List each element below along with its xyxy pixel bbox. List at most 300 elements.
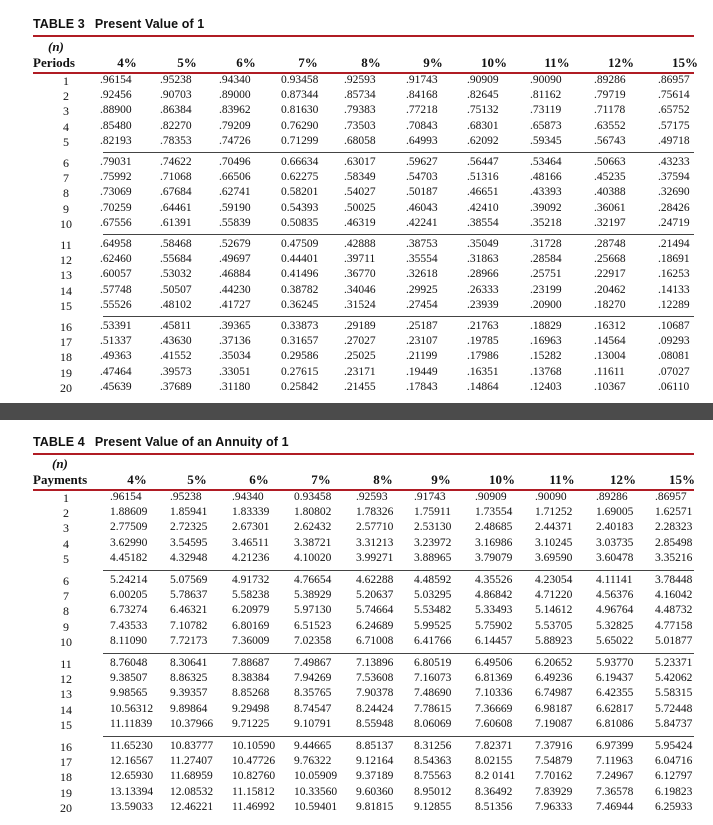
table-cell: 6.14457 <box>475 634 513 647</box>
table-cell: .82270 <box>160 119 192 132</box>
table-cell: 0.38782 <box>281 283 319 296</box>
table-cell: .25751 <box>530 268 562 281</box>
table-cell: .73119 <box>530 104 562 117</box>
table-cell: .25025 <box>344 350 376 363</box>
table-cell: 2.85498 <box>655 536 693 549</box>
table-cell: .68301 <box>467 119 499 132</box>
table-cell: 6.19823 <box>655 785 693 798</box>
table-cell: .57175 <box>658 119 690 132</box>
table-cell: 3.88965 <box>414 551 452 564</box>
table-cell: 0.33873 <box>281 320 319 332</box>
table-cell: 8.30641 <box>170 657 208 669</box>
table-cell: 4.45182 <box>110 551 148 564</box>
period-number: 2 <box>63 89 69 104</box>
table-cell: .90909 <box>475 491 507 503</box>
period-number: 2 <box>63 506 69 521</box>
table-cell: .34046 <box>344 283 376 296</box>
group-separator <box>103 152 694 153</box>
table-cell: .35218 <box>530 216 562 229</box>
column-header: 10% <box>481 55 507 70</box>
table-cell: .16351 <box>467 365 499 378</box>
table-cell: .64461 <box>160 201 192 214</box>
table-cell: 5.88923 <box>535 634 573 647</box>
table-cell: .88900 <box>100 104 132 117</box>
table-cell: .95238 <box>170 491 202 503</box>
table-cell: .84168 <box>406 89 438 102</box>
table-cell: 4.35526 <box>475 574 513 586</box>
table-cell: 1.85941 <box>170 506 208 519</box>
table-cell: 4.91732 <box>232 574 270 586</box>
table-cell: .86957 <box>658 74 690 86</box>
table-cell: 8.85137 <box>356 740 394 752</box>
table-cell: 7.96333 <box>535 800 573 813</box>
column-header: 9% <box>431 472 451 487</box>
table-3-present-value <box>0 0 713 395</box>
table-cell: .27027 <box>344 335 376 348</box>
period-number: 6 <box>63 574 69 588</box>
table-cell: .53464 <box>530 156 562 168</box>
period-number: 7 <box>63 589 69 604</box>
table-cell: .21763 <box>467 320 499 332</box>
table-cell: 7.43533 <box>110 619 148 632</box>
table-cell: 6.73274 <box>110 604 148 617</box>
table-cell: 0.36245 <box>281 298 319 311</box>
table-cell: 8.85268 <box>232 687 270 700</box>
table-cell: 5.84737 <box>655 717 693 730</box>
table-cell: .70843 <box>406 119 438 132</box>
table-cell: .56743 <box>594 134 626 147</box>
table-cell: .18829 <box>530 320 562 332</box>
table-number: TABLE 3 <box>33 17 85 31</box>
table-cell: .68058 <box>344 134 376 147</box>
table-cell: 0.76290 <box>281 119 319 132</box>
table-cell: .73503 <box>344 119 376 132</box>
period-number: 20 <box>60 800 72 815</box>
table-cell: .92456 <box>100 89 132 102</box>
table-cell: 6.80519 <box>414 657 452 669</box>
table-cell: 7.37916 <box>535 740 573 752</box>
table-cell: 8.31256 <box>414 740 452 752</box>
table-cell: 7.36009 <box>232 634 270 647</box>
table-cell: 11.68959 <box>170 770 213 783</box>
table-cell: .28426 <box>658 201 690 214</box>
table-cell: .43393 <box>530 186 562 199</box>
table-cell: 10.47726 <box>232 755 276 768</box>
table-cell: 6.00205 <box>110 589 148 602</box>
table-cell: 12.46221 <box>170 800 214 813</box>
table-cell: .28966 <box>467 268 499 281</box>
table-cell: .67684 <box>160 186 192 199</box>
table-cell: .20900 <box>530 298 562 311</box>
table-cell: .74726 <box>219 134 251 147</box>
table-cell: 4.76654 <box>294 574 332 586</box>
table-cell: .85734 <box>344 89 376 102</box>
table-cell: .75992 <box>100 171 132 184</box>
table-cell: 4.62288 <box>356 574 394 586</box>
table-cell: .91743 <box>406 74 438 86</box>
table-cell: 9.44665 <box>294 740 332 752</box>
table-cell: 6.81086 <box>596 717 634 730</box>
table-cell: 2.44371 <box>535 521 573 534</box>
table-cell: .31180 <box>219 380 251 393</box>
row-header: Periods <box>33 55 75 70</box>
table-cell: 8.51356 <box>475 800 513 813</box>
table-cell: 3.54595 <box>170 536 208 549</box>
table-cell: .50187 <box>406 186 438 199</box>
table-cell: .46884 <box>219 268 251 281</box>
table-cell: .11611 <box>594 365 625 378</box>
table-cell: .32197 <box>594 216 626 229</box>
table-cell: 6.80169 <box>232 619 270 632</box>
table-cell: 3.78448 <box>655 574 693 586</box>
table-cell: .07027 <box>658 365 690 378</box>
table-cell: .41727 <box>219 298 251 311</box>
table-cell: .29189 <box>344 320 376 332</box>
table-4-present-value-annuity <box>0 420 713 825</box>
table-cell: 0.81630 <box>281 104 319 117</box>
table-cell: 5.75902 <box>475 619 513 632</box>
table-cell: .75132 <box>467 104 499 117</box>
table-cell: .50663 <box>594 156 626 168</box>
table-cell: .96154 <box>100 74 132 86</box>
table-cell: 2.53130 <box>414 521 452 534</box>
table-cell: 8.74547 <box>294 702 332 715</box>
table-cell: 3.10245 <box>535 536 573 549</box>
table-title <box>33 17 204 31</box>
table-cell: 8.06069 <box>414 717 452 730</box>
column-header: 5% <box>187 472 207 487</box>
table-cell: 4.21236 <box>232 551 270 564</box>
period-number: 11 <box>60 238 72 252</box>
table-cell: 5.53482 <box>414 604 452 617</box>
table-cell: 6.81369 <box>475 672 513 685</box>
group-separator <box>103 234 694 235</box>
table-cell: 5.97130 <box>294 604 332 617</box>
table-cell: .45235 <box>594 171 626 184</box>
table-cell: .25187 <box>406 320 438 332</box>
table-cell: 1.80802 <box>294 506 332 519</box>
column-header: 4% <box>127 472 147 487</box>
table-cell: .17843 <box>406 380 438 393</box>
table-title <box>33 435 289 449</box>
group-separator <box>103 570 694 571</box>
table-cell: 9.10791 <box>294 717 332 730</box>
table-cell: 11.15812 <box>232 785 275 798</box>
table-cell: .35034 <box>219 350 251 363</box>
table-cell: 0.58201 <box>281 186 319 199</box>
period-number: 17 <box>60 755 72 770</box>
table-cell: .08081 <box>658 350 690 363</box>
table-cell: .85480 <box>100 119 132 132</box>
table-cell: 8.95012 <box>414 785 452 798</box>
table-cell: 1.75911 <box>414 506 451 519</box>
table-cell: 0.93458 <box>294 491 332 503</box>
table-cell: .55684 <box>160 253 192 266</box>
column-header: 15% <box>669 472 695 487</box>
table-cell: 8.54363 <box>414 755 452 768</box>
table-cell: 5.23371 <box>655 657 693 669</box>
table-cell: .39711 <box>344 253 376 266</box>
table-cell: .56447 <box>467 156 499 168</box>
table-cell: .12289 <box>658 298 690 311</box>
table-cell: 2.67301 <box>232 521 270 534</box>
table-cell: 3.62990 <box>110 536 148 549</box>
table-cell: 6.25933 <box>655 800 693 813</box>
table-cell: 7.53608 <box>356 672 394 685</box>
table-cell: 8.36492 <box>475 785 513 798</box>
table-cell: .48102 <box>160 298 192 311</box>
table-cell: .49697 <box>219 253 251 266</box>
table-cell: .96154 <box>110 491 142 503</box>
table-cell: 0.44401 <box>281 253 319 266</box>
table-cell: .38554 <box>467 216 499 229</box>
period-number: 1 <box>63 74 69 88</box>
table-cell: .94340 <box>219 74 251 86</box>
period-number: 3 <box>63 521 69 536</box>
table-cell: 11.65230 <box>110 740 153 752</box>
table-cell: 3.79079 <box>475 551 513 564</box>
table-cell: .45639 <box>100 380 132 393</box>
table-cell: 6.41766 <box>414 634 452 647</box>
table-cell: .63017 <box>344 156 376 168</box>
table-cell: .62460 <box>100 253 132 266</box>
table-cell: 2.57710 <box>356 521 394 534</box>
table-cell: 0.25842 <box>281 380 319 393</box>
table-cell: .61391 <box>160 216 192 229</box>
table-cell: .22917 <box>594 268 626 281</box>
column-header: 11% <box>544 55 570 70</box>
table-cell: .59627 <box>406 156 438 168</box>
table-cell: 4.48592 <box>414 574 452 586</box>
period-number: 1 <box>63 491 69 505</box>
table-cell: .90090 <box>535 491 567 503</box>
table-cell: .53391 <box>100 320 132 332</box>
period-number: 18 <box>60 350 72 365</box>
table-cell: .17986 <box>467 350 499 363</box>
table-cell: .86384 <box>160 104 192 117</box>
period-number: 15 <box>60 298 72 313</box>
table-cell: 5.01877 <box>655 634 693 647</box>
table-cell: .89286 <box>596 491 628 503</box>
table-cell: .26333 <box>467 283 499 296</box>
table-cell: 1.62571 <box>655 506 693 519</box>
table-cell: .33051 <box>219 365 251 378</box>
column-header: 9% <box>423 55 443 70</box>
table-cell: .13004 <box>594 350 626 363</box>
table-cell: 5.72448 <box>655 702 693 715</box>
table-cell: 3.03735 <box>596 536 634 549</box>
table-cell: .19449 <box>406 365 438 378</box>
table-cell: .23171 <box>344 365 376 378</box>
table-cell: 5.38929 <box>294 589 332 602</box>
table-cell: .89286 <box>594 74 626 86</box>
period-number: 20 <box>60 380 72 395</box>
table-cell: .10367 <box>594 380 626 393</box>
table-cell: .32690 <box>658 186 690 199</box>
table-cell: 7.70162 <box>535 770 573 783</box>
table-cell: .45811 <box>160 320 192 332</box>
period-number: 3 <box>63 104 69 119</box>
period-number: 18 <box>60 770 72 785</box>
table-cell: .51337 <box>100 335 132 348</box>
table-cell: .94340 <box>232 491 264 503</box>
table-cell: 0.31657 <box>281 335 319 348</box>
table-cell: 5.78637 <box>170 589 208 602</box>
period-number: 15 <box>60 717 72 732</box>
table-cell: .15282 <box>530 350 562 363</box>
table-cell: .59345 <box>530 134 562 147</box>
table-cell: 5.99525 <box>414 619 452 632</box>
table-cell: .19785 <box>467 335 499 348</box>
table-cell: 9.29498 <box>232 702 270 715</box>
table-cell: 8.24424 <box>356 702 394 715</box>
table-cell: 7.78615 <box>414 702 452 715</box>
table-cell: .43233 <box>658 156 690 168</box>
table-number: TABLE 4 <box>33 435 85 449</box>
table-cell: 2.72325 <box>170 521 208 534</box>
table-cell: .13768 <box>530 365 562 378</box>
n-label: (n) <box>48 39 64 54</box>
period-number: 12 <box>60 253 72 268</box>
table-cell: .06110 <box>658 380 690 393</box>
table-cell: .39365 <box>219 320 251 332</box>
table-cell: .55839 <box>219 216 251 229</box>
table-cell: .27454 <box>406 298 438 311</box>
table-cell: 8.76048 <box>110 657 148 669</box>
table-cell: 5.58315 <box>655 687 693 700</box>
table-cell: 5.74664 <box>356 604 394 617</box>
table-cell: .46651 <box>467 186 499 199</box>
table-cell: .58468 <box>160 238 192 250</box>
table-cell: .42888 <box>344 238 376 250</box>
table-cell: 0.27615 <box>281 365 319 378</box>
table-cell: .23107 <box>406 335 438 348</box>
table-cell: .23199 <box>530 283 562 296</box>
table-cell: .70259 <box>100 201 132 214</box>
table-cell: .16963 <box>530 335 562 348</box>
table-cell: .42241 <box>406 216 438 229</box>
table-cell: 11.11839 <box>110 717 153 730</box>
header-rule-top <box>33 35 694 37</box>
table-cell: 6.46321 <box>170 604 208 617</box>
period-number: 8 <box>63 604 69 619</box>
table-cell: 7.90378 <box>356 687 394 700</box>
table-cell: 6.71008 <box>356 634 394 647</box>
table-cell: .53032 <box>160 268 192 281</box>
period-number: 8 <box>63 186 69 201</box>
period-number: 4 <box>63 536 69 551</box>
table-cell: 2.62432 <box>294 521 332 534</box>
table-cell: 4.16042 <box>655 589 693 602</box>
table-cell: 3.16986 <box>475 536 513 549</box>
table-cell: 4.56376 <box>596 589 634 602</box>
table-cell: 0.50835 <box>281 216 319 229</box>
table-cell: 6.42355 <box>596 687 634 700</box>
period-number: 6 <box>63 156 69 170</box>
period-number: 13 <box>60 687 72 702</box>
table-cell: 6.20979 <box>232 604 270 617</box>
table-cell: .64993 <box>406 134 438 147</box>
table-cell: 10.33560 <box>294 785 338 798</box>
table-cell: .70496 <box>219 156 251 168</box>
table-cell: 7.36669 <box>475 702 513 715</box>
table-cell: 5.58238 <box>232 589 270 602</box>
table-cell: 4.77158 <box>655 619 693 632</box>
table-cell: .89000 <box>219 89 251 102</box>
table-cell: .92593 <box>356 491 388 503</box>
table-cell: 7.13896 <box>356 657 394 669</box>
table-cell: 6.51523 <box>294 619 332 632</box>
table-cell: 0.93458 <box>281 74 319 86</box>
table-cell: 11.46992 <box>232 800 275 813</box>
table-cell: .60057 <box>100 268 132 281</box>
table-cell: .91743 <box>414 491 446 503</box>
table-cell: 0.41496 <box>281 268 319 281</box>
table-cell: .40388 <box>594 186 626 199</box>
table-cell: 0.71299 <box>281 134 319 147</box>
column-header: 15% <box>672 55 698 70</box>
table-cell: .66506 <box>219 171 251 184</box>
column-header: 8% <box>361 55 381 70</box>
table-cell: .79719 <box>594 89 626 102</box>
table-cell: 6.62817 <box>596 702 634 715</box>
table-cell: 5.65022 <box>596 634 634 647</box>
table-cell: 4.71220 <box>535 589 573 602</box>
table-cell: 7.24967 <box>596 770 634 783</box>
period-number: 19 <box>60 785 72 800</box>
table-cell: 1.69005 <box>596 506 634 519</box>
table-cell: .74622 <box>160 156 192 168</box>
period-number: 14 <box>60 702 72 717</box>
table-cell: .21199 <box>406 350 438 363</box>
table-cell: 7.72173 <box>170 634 208 647</box>
column-header: 6% <box>236 55 256 70</box>
table-cell: .28748 <box>594 238 626 250</box>
table-cell: 2.77509 <box>110 521 148 534</box>
table-cell: .50025 <box>344 201 376 214</box>
table-cell: .36061 <box>594 201 626 214</box>
table-cell: .35049 <box>467 238 499 250</box>
table-cell: .43630 <box>160 335 192 348</box>
table-cell: .64958 <box>100 238 132 250</box>
table-cell: 3.99271 <box>356 551 394 564</box>
table-cell: .42410 <box>467 201 499 214</box>
period-number: 10 <box>60 634 72 649</box>
table-cell: 9.12855 <box>414 800 452 813</box>
table-cell: .59190 <box>219 201 251 214</box>
table-cell: .46319 <box>344 216 376 229</box>
table-cell: .47464 <box>100 365 132 378</box>
table-cell: .67556 <box>100 216 132 229</box>
table-cell: .49363 <box>100 350 132 363</box>
table-cell: 9.98565 <box>110 687 148 700</box>
table-cell: .50507 <box>160 283 192 296</box>
table-cell: 9.89864 <box>170 702 208 715</box>
table-cell: .14564 <box>594 335 626 348</box>
table-cell: 12.16567 <box>110 755 154 768</box>
table-cell: 4.48732 <box>655 604 693 617</box>
table-cell: .23939 <box>467 298 499 311</box>
period-number: 11 <box>60 657 72 671</box>
table-cell: .21455 <box>344 380 376 393</box>
table-cell: .82645 <box>467 89 499 102</box>
table-cell: 9.71225 <box>232 717 270 730</box>
table-cell: .37136 <box>219 335 251 348</box>
column-header: 7% <box>298 55 318 70</box>
table-cell: .65873 <box>530 119 562 132</box>
column-header: 12% <box>610 472 636 487</box>
table-cell: 7.88687 <box>232 657 270 669</box>
